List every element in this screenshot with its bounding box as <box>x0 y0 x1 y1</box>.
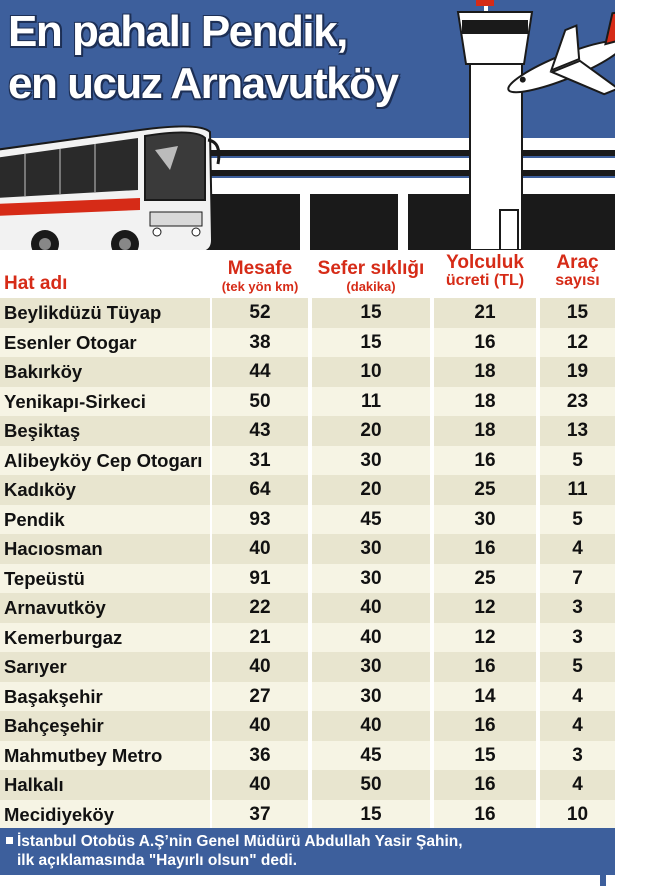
cell-distance: 93 <box>212 505 308 535</box>
col-header-frequency-sub: (dakika) <box>346 279 396 294</box>
table-row <box>0 741 615 771</box>
cell-name: Mahmutbey Metro <box>0 741 210 771</box>
cell-fare: 16 <box>434 770 536 800</box>
cell-fare: 25 <box>434 564 536 594</box>
cell-distance: 40 <box>212 711 308 741</box>
col-header-distance-label: Mesafe <box>227 258 293 279</box>
col-header-distance-sub: (tek yön km) <box>221 279 299 294</box>
cell-frequency: 50 <box>312 770 430 800</box>
table-row <box>0 652 615 682</box>
cell-vehicles: 7 <box>540 564 615 594</box>
cell-name: Beylikdüzü Tüyap <box>0 298 210 328</box>
cell-distance: 44 <box>212 357 308 387</box>
cell-frequency: 15 <box>312 800 430 830</box>
cell-frequency: 30 <box>312 446 430 476</box>
bullet-icon <box>6 837 13 844</box>
bus-lines-table <box>0 250 615 829</box>
cell-name: Alibeyköy Cep Otogarı <box>0 446 210 476</box>
cell-vehicles: 5 <box>540 652 615 682</box>
cell-fare: 25 <box>434 475 536 505</box>
cell-frequency: 45 <box>312 505 430 535</box>
table-body <box>0 298 615 829</box>
cell-distance: 40 <box>212 534 308 564</box>
cell-fare: 16 <box>434 328 536 358</box>
cell-name: Pendik <box>0 505 210 535</box>
table-row <box>0 623 615 653</box>
corner-accent <box>600 875 606 886</box>
cell-distance: 36 <box>212 741 308 771</box>
cell-fare: 18 <box>434 387 536 417</box>
cell-name: Bakırköy <box>0 357 210 387</box>
cell-frequency: 30 <box>312 534 430 564</box>
cell-frequency: 30 <box>312 652 430 682</box>
cell-distance: 38 <box>212 328 308 358</box>
cell-frequency: 11 <box>312 387 430 417</box>
table-row <box>0 534 615 564</box>
cell-name: Mecidiyeköy <box>0 800 210 830</box>
cell-vehicles: 4 <box>540 682 615 712</box>
table-row <box>0 475 615 505</box>
col-header-fare <box>434 250 536 298</box>
cell-frequency: 15 <box>312 328 430 358</box>
cell-fare: 16 <box>434 652 536 682</box>
col-header-fare-label: Yolculuk <box>446 252 524 273</box>
cell-vehicles: 4 <box>540 534 615 564</box>
cell-frequency: 10 <box>312 357 430 387</box>
cell-distance: 40 <box>212 770 308 800</box>
cell-vehicles: 3 <box>540 623 615 653</box>
cell-frequency: 40 <box>312 593 430 623</box>
cell-fare: 12 <box>434 623 536 653</box>
cell-vehicles: 10 <box>540 800 615 830</box>
cell-frequency: 20 <box>312 416 430 446</box>
headline <box>8 6 397 110</box>
cell-distance: 43 <box>212 416 308 446</box>
table-row <box>0 593 615 623</box>
headline-line-2: en ucuz Arnavutköy <box>8 59 398 108</box>
cell-frequency: 45 <box>312 741 430 771</box>
table-row <box>0 416 615 446</box>
cell-name: Kadıköy <box>0 475 210 505</box>
cell-distance: 37 <box>212 800 308 830</box>
cell-vehicles: 3 <box>540 593 615 623</box>
cell-distance: 64 <box>212 475 308 505</box>
headline-line-1: En pahalı Pendik, <box>8 7 347 56</box>
header-banner <box>0 0 615 250</box>
table-row <box>0 770 615 800</box>
col-header-name-label: Hat adı <box>4 273 68 294</box>
table-row <box>0 446 615 476</box>
cell-fare: 21 <box>434 298 536 328</box>
cell-frequency: 40 <box>312 623 430 653</box>
cell-name: Yenikapı-Sirkeci <box>0 387 210 417</box>
cell-vehicles: 23 <box>540 387 615 417</box>
cell-name: Beşiktaş <box>0 416 210 446</box>
cell-frequency: 30 <box>312 564 430 594</box>
table-row <box>0 505 615 535</box>
cell-vehicles: 11 <box>540 475 615 505</box>
cell-name: Esenler Otogar <box>0 328 210 358</box>
cell-distance: 52 <box>212 298 308 328</box>
cell-distance: 31 <box>212 446 308 476</box>
bus-illustration <box>0 126 219 250</box>
cell-vehicles: 13 <box>540 416 615 446</box>
cell-name: Bahçeşehir <box>0 711 210 741</box>
cell-fare: 14 <box>434 682 536 712</box>
table-row <box>0 711 615 741</box>
cell-name: Hacıosman <box>0 534 210 564</box>
cell-frequency: 30 <box>312 682 430 712</box>
airport-tower-illustration <box>458 0 532 250</box>
table-header <box>0 250 615 298</box>
col-header-vehicles-sub: sayısı <box>555 272 600 289</box>
cell-vehicles: 19 <box>540 357 615 387</box>
cell-name: Arnavutköy <box>0 593 210 623</box>
cell-fare: 15 <box>434 741 536 771</box>
table-row <box>0 800 615 830</box>
cell-vehicles: 5 <box>540 446 615 476</box>
cell-distance: 50 <box>212 387 308 417</box>
cell-distance: 21 <box>212 623 308 653</box>
cell-frequency: 20 <box>312 475 430 505</box>
cell-frequency: 40 <box>312 711 430 741</box>
cell-distance: 22 <box>212 593 308 623</box>
cell-fare: 18 <box>434 357 536 387</box>
cell-distance: 40 <box>212 652 308 682</box>
table-row <box>0 682 615 712</box>
footer-caption <box>0 828 615 875</box>
cell-distance: 27 <box>212 682 308 712</box>
cell-vehicles: 4 <box>540 770 615 800</box>
col-header-vehicles <box>540 250 615 298</box>
cell-vehicles: 4 <box>540 711 615 741</box>
cell-vehicles: 12 <box>540 328 615 358</box>
cell-name: Başakşehir <box>0 682 210 712</box>
cell-vehicles: 15 <box>540 298 615 328</box>
col-header-name <box>0 250 210 298</box>
cell-fare: 16 <box>434 800 536 830</box>
cell-name: Tepeüstü <box>0 564 210 594</box>
cell-fare: 16 <box>434 711 536 741</box>
cell-fare: 16 <box>434 446 536 476</box>
cell-name: Sarıyer <box>0 652 210 682</box>
col-header-frequency <box>312 250 430 298</box>
col-header-fare-sub: ücreti (TL) <box>445 272 525 289</box>
col-header-frequency-label: Sefer sıklığı <box>317 258 425 279</box>
table-row <box>0 387 615 417</box>
cell-name: Halkalı <box>0 770 210 800</box>
table-row <box>0 328 615 358</box>
cell-fare: 16 <box>434 534 536 564</box>
cell-fare: 18 <box>434 416 536 446</box>
cell-distance: 91 <box>212 564 308 594</box>
cell-fare: 12 <box>434 593 536 623</box>
col-header-distance <box>212 250 308 298</box>
table-row <box>0 357 615 387</box>
cell-frequency: 15 <box>312 298 430 328</box>
footer-line-1: İstanbul Otobüs A.Ş’nin Genel Müdürü Abdullah Yasir Şahin, <box>17 833 463 850</box>
cell-vehicles: 5 <box>540 505 615 535</box>
col-header-vehicles-label: Araç <box>556 252 599 273</box>
cell-fare: 30 <box>434 505 536 535</box>
table-row <box>0 564 615 594</box>
cell-name: Kemerburgaz <box>0 623 210 653</box>
table-row <box>0 298 615 328</box>
footer-line-2: ilk açıklamasında "Hayırlı olsun" dedi. <box>17 852 298 869</box>
cell-vehicles: 3 <box>540 741 615 771</box>
